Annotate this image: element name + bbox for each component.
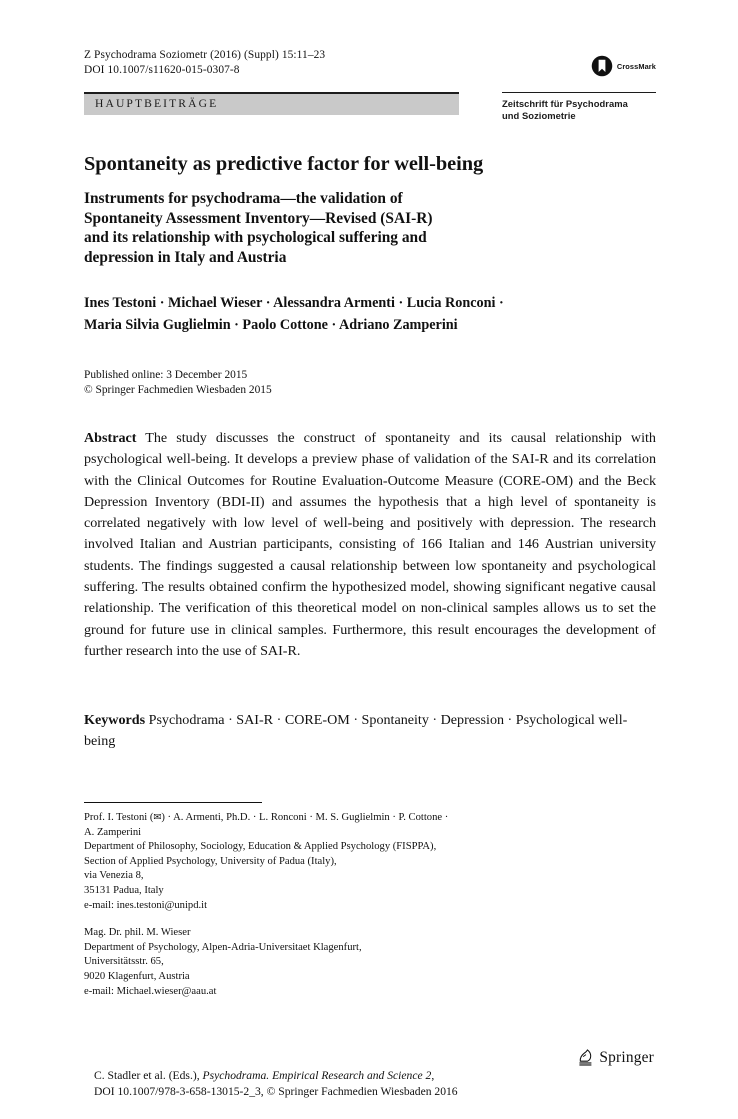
- keywords-list: Psychodrama · SAI-R · CORE-OM · Spontaneity · Depression · Psychological well-being: [84, 712, 628, 750]
- journal-brand-line2: und Soziometrie: [502, 110, 576, 121]
- publication-info: [84, 368, 656, 397]
- crossmark-label: CrossMark: [616, 61, 656, 71]
- affiliation-1-authors-pre: Prof. I. Testoni (: [84, 812, 154, 823]
- copyright-line: © Springer Fachmedien Wiesbaden 2015: [84, 383, 272, 396]
- keywords-section: [84, 710, 656, 753]
- published-online-date: Published online: 3 December 2015: [84, 369, 248, 381]
- subtitle-line-2: Spontaneity Assessment Inventory—Revised (SAI-R): [84, 209, 433, 227]
- book-citation-line2: DOI 10.1007/978-3-658-13015-2_3, © Springer Fachmedien Wiesbaden 2016: [94, 1085, 458, 1099]
- springer-knight-icon: [577, 1048, 594, 1067]
- affiliation-2-author: Mag. Dr. phil. M. Wieser: [84, 927, 191, 939]
- journal-brand: [502, 92, 656, 122]
- affiliation-1-authors: [84, 811, 656, 826]
- book-citation-comma: ,: [431, 1069, 435, 1082]
- journal-brand-line1: Zeitschrift für Psychodrama: [502, 98, 628, 109]
- abstract-heading: Abstract: [84, 430, 137, 446]
- affiliation-footnotes: [84, 802, 656, 999]
- subtitle-line-4: depression in Italy and Austria: [84, 248, 287, 266]
- affiliation-2-email[interactable]: e-mail: Michael.wieser@aau.at: [84, 985, 217, 997]
- affiliation-2-department: Department of Psychology, Alpen-Adria-Universitaet Klagenfurt,: [84, 941, 362, 953]
- affiliation-1-department: Department of Philosophy, Sociology, Education & Applied Psychology (FISPPA),: [84, 841, 437, 853]
- affiliation-1-city: 35131 Padua, Italy: [84, 884, 164, 896]
- affiliation-2-street: Universitätsstr. 65,: [84, 956, 164, 968]
- envelope-icon: ✉: [153, 812, 162, 823]
- footnote-divider: [84, 802, 262, 803]
- subtitle-line-3: and its relationship with psychological suffering and: [84, 229, 427, 247]
- affiliation-block-1: [84, 811, 656, 913]
- doi-line: DOI 10.1007/s11620-015-0307-8: [84, 64, 240, 77]
- keywords-heading: Keywords: [84, 712, 146, 728]
- author-line-2: Maria Silvia Guglielmin · Paolo Cottone · Adriano Zamperini: [84, 317, 458, 333]
- brand-divider: [502, 92, 656, 93]
- title-block: [84, 152, 656, 267]
- subtitle-line-1: Instruments for psychodrama—the validation of: [84, 190, 403, 207]
- affiliation-1-section: Section of Applied Psychology, University of Padua (Italy),: [84, 855, 337, 867]
- affiliation-1-line2: A. Zamperini: [84, 826, 142, 838]
- journal-citation-line: Z Psychodrama Soziometr (2016) (Suppl) 15:11–23: [84, 49, 326, 61]
- page-header: [84, 48, 656, 78]
- book-citation-title: Psychodrama. Empirical Research and Science 2: [202, 1069, 432, 1082]
- subtitle-block: [84, 189, 656, 267]
- abstract-body: The study discusses the construct of spontaneity and its causal relationship with psychological well-being. It develops a preview phase of validation of the SAI-R and its correlation with the Clinical Outcomes for Routine Evaluation-Outcome Measure (CORE-OM) and the Beck Depression Inventory (BDI-II) and assumes the hypothesis that a high level of spontaneity is correlated negatively with low level of well-being and positively with depression. The research involved Italian and Austrian participants, consisting of 166 Italian and 146 Austrian university students. The findings suggested a causal relationship between low spontaneity and psychological suffering. The results obtained confirm the hypothesized model, showing significant negative causal relationship. The verification of this theoretical model on non-clinical samples allows us to set the ground for future use in clinical samples. Furthermore, this result encourages the development of further research into the use of SAI-R.: [84, 430, 656, 659]
- affiliation-1-street: via Venezia 8,: [84, 870, 144, 882]
- crossmark-badge[interactable]: [591, 55, 656, 77]
- crossmark-icon: [591, 55, 613, 77]
- affiliation-block-2: [84, 926, 656, 999]
- affiliation-1-authors-post: ) · A. Armenti, Ph.D. · L. Ronconi · M. S. Guglielmin · P. Cottone ·: [161, 812, 449, 823]
- book-citation-editors: C. Stadler et al. (Eds.),: [94, 1069, 203, 1082]
- page-title: Spontaneity as predictive factor for well-being: [84, 153, 484, 175]
- springer-logo: [577, 1048, 654, 1067]
- section-banner-row: [84, 92, 656, 142]
- section-banner-label: HAUPTBEITRÄGE: [95, 96, 219, 110]
- springer-wordmark: Springer: [599, 1048, 654, 1066]
- author-list: [84, 292, 656, 336]
- author-line-1: Ines Testoni · Michael Wieser · Alessandra Armenti · Lucia Ronconi ·: [84, 295, 504, 311]
- affiliation-1-email[interactable]: e-mail: ines.testoni@unipd.it: [84, 899, 208, 911]
- abstract-section: [84, 428, 656, 662]
- affiliation-2-city: 9020 Klagenfurt, Austria: [84, 970, 190, 982]
- book-citation-line1: [94, 1068, 654, 1084]
- book-citation-footer: [94, 1068, 654, 1100]
